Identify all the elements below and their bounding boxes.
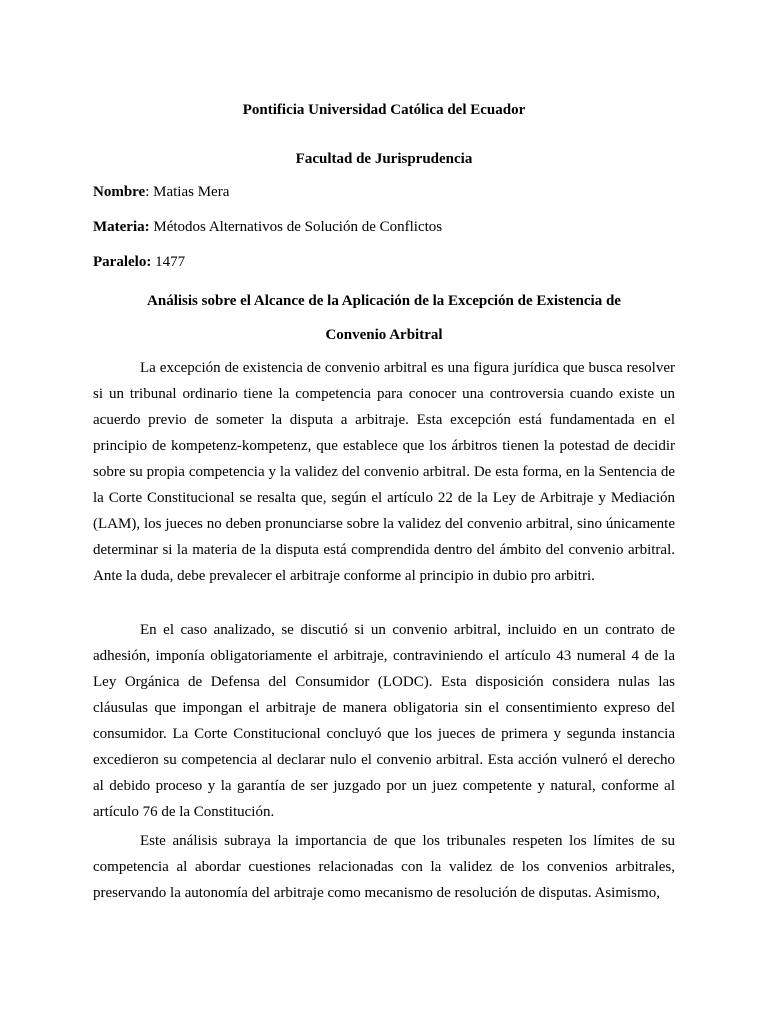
essay-title-line-1: Análisis sobre el Alcance de la Aplicación de la Excepción de Existencia de [147,293,621,309]
nombre-value: : Matias Mera [145,184,230,200]
paralelo-value: 1477 [151,254,186,270]
nombre-label: Nombre [93,184,146,200]
body-paragraph-3: Este análisis subraya la importancia de que los tribunales respeten los límites de su competencia al abordar cuestiones relacionadas con la validez de los convenios arbitrales, preservando la autonomía del arbitraje como mecanismo de resolución de disputas. Asimismo, [93,833,675,901]
faculty-name: Facultad de Jurisprudencia [295,151,473,167]
paralelo-field [93,252,185,272]
nombre-field [93,182,229,202]
materia-field [93,217,442,237]
materia-value: Métodos Alternativos de Solución de Conflictos [149,219,443,235]
body-paragraph-2: En el caso analizado, se discutió si un convenio arbitral, incluido en un contrato de adhesión, imponía obligatoriamente el arbitraje, contraviniendo el artículo 43 numeral 4 de la Ley Orgánica de Defensa del Consumidor (LODC). Esta disposición considera nulas las cláusulas que impongan el arbitraje de manera obligatoria sin el consentimiento expreso del consumidor. La Corte Constitucional concluyó que los jueces de primera y segunda instancia excedieron su competencia al declarar nulo el convenio arbitral. Esta acción vulneró el derecho al debido proceso y la garantía de ser juzgado por un juez competente y natural, conforme al artículo 76 de la Constitución. [93,622,675,820]
paralelo-label: Paralelo: [93,254,152,270]
body-paragraph-1: La excepción de existencia de convenio arbitral es una figura jurídica que busca resolver si un tribunal ordinario tiene la competencia para conocer una controversia cuando existe un acuerdo previo de someter la disputa a arbitraje. Esta excepción está fundamentada en el principio de kompetenz-kompetenz, que establece que los árbitros tienen la potestad de decidir sobre su propia competencia y la validez del convenio arbitral. De esta forma, en la Sentencia de la Corte Constitucional se resalta que, según el artículo 22 de la Ley de Arbitraje y Mediación (LAM), los jueces no deben pronunciarse sobre la validez del convenio arbitral, sino únicamente determinar si la materia de la disputa está comprendida dentro del ámbito del convenio arbitral. Ante la duda, debe prevalecer el arbitraje conforme al principio in dubio pro arbitri. [93,360,675,584]
university-name: Pontificia Universidad Católica del Ecuador [242,102,526,118]
materia-label: Materia: [93,219,150,235]
essay-title-line-2: Convenio Arbitral [325,327,443,343]
